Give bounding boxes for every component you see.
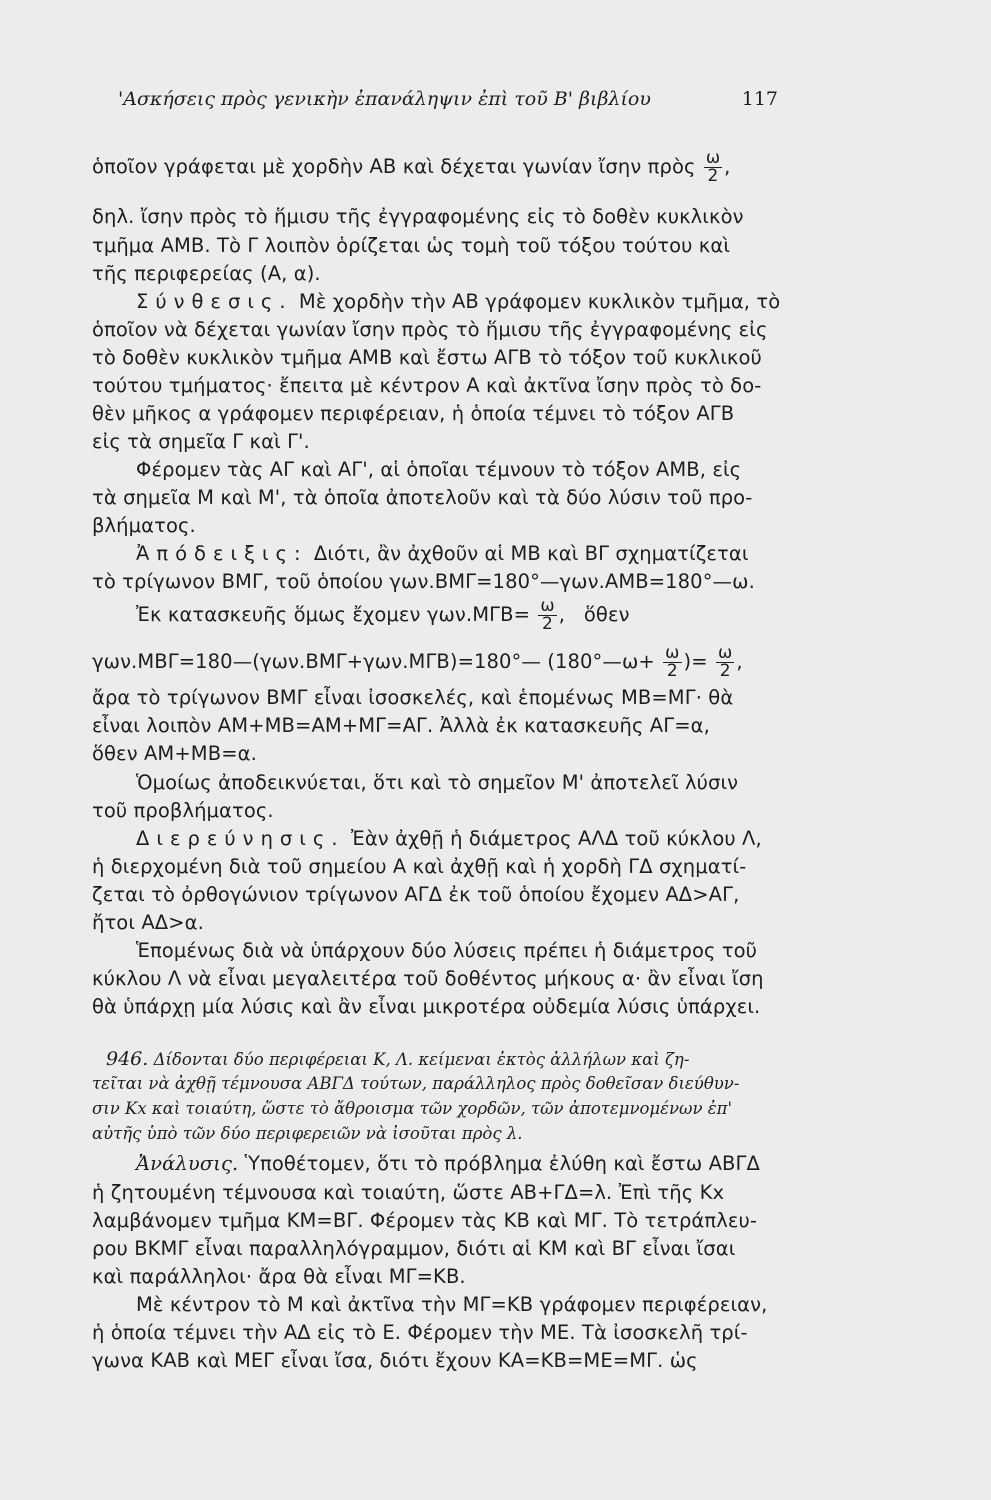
denominator: 2 (719, 661, 731, 681)
text-segment: Ἐὰν ἀχθῇ ἡ διάμετρος ΑΛΔ τοῦ κύκλου Λ, (350, 827, 762, 850)
text-segment: )= (683, 650, 708, 673)
text-segment: Μὲ χορδὴν τὴν ΑΒ γράφομεν κυκλικὸν τμῆμα, τὸ (298, 290, 781, 313)
numerator: ω (665, 643, 680, 663)
text-line: βλήματος. (92, 514, 196, 537)
text-line (136, 1152, 856, 1176)
numerator: ω (705, 148, 721, 168)
running-header (118, 88, 778, 110)
fraction-omega-over-2 (704, 150, 722, 185)
text-line: θὰ ὑπάρχῃ μία λύσις καὶ ἂν εἶναι μικροτέρα οὐδεμία λύσις ὑπάρχει. (92, 995, 761, 1018)
text-line: Ἐκ κατασκευῆς ὅμως ἔχομεν γων.ΜΓΒ= $\frac{\omega}{2}$ , ὅθεν (136, 596, 630, 634)
text-segment: Ὑποθέτομεν, ὅτι τὸ πρόβλημα ἐλύθη καὶ ἔστω ΑΒΓΔ (244, 1152, 760, 1175)
problem-line (92, 1048, 812, 1071)
text-line: ἡ ζητουμένη τέμνουσα καὶ τοιαύτη, ὥστε ΑΒ+ΓΔ=λ. Ἐπὶ τῆς Κx (92, 1181, 725, 1204)
denominator: 2 (707, 166, 719, 186)
numerator: ω (540, 596, 555, 616)
text-line: ἡ ὁποία τέμνει τὴν ΑΔ εἰς τὸ Ε. Φέρομεν τὴν ΜΕ. Τὰ ἰσοσκελῆ τρί- (92, 1321, 748, 1344)
denominator: 2 (542, 614, 553, 634)
section-heading-discussion: Διερεύνησις. (136, 827, 345, 850)
text-line: ὅθεν ΑΜ+ΜΒ=α. (92, 742, 257, 765)
section-heading-analysis: Ἀνάλυσις. (136, 1152, 239, 1175)
text-line: τοῦ προβλήματος. (92, 799, 274, 822)
text-line: Μὲ κέντρον τὸ Μ καὶ ἀκτῖνα τὴν ΜΓ=ΚΒ γράφομεν περιφέρειαν, (136, 1293, 768, 1316)
text-line (136, 827, 856, 851)
text-line: ἤτοι ΑΔ>α. (92, 911, 204, 934)
fraction-omega-over-2 (538, 598, 556, 633)
text-line: τμῆμα ΑΜΒ. Τὸ Γ λοιπὸν ὁρίζεται ὡς τομὴ τοῦ τόξου τούτου καὶ (92, 234, 731, 257)
text-segment: Ἐκ κατασκευῆς ὅμως ἔχομεν γων.ΜΓΒ= (136, 603, 531, 626)
text-line: καὶ παράλληλοι· ἄρα θὰ εἶναι ΜΓ=ΚΒ. (92, 1265, 466, 1288)
text-line: Ἑπομένως διὰ νὰ ὑπάρχουν δύο λύσεις πρέπει ἡ διάμετρος τοῦ (136, 939, 758, 962)
text-line: ἡ διερχομένη διὰ τοῦ σημείου Α καὶ ἀχθῇ καὶ ἡ χορδὴ ΓΔ σχηματί- (92, 855, 747, 878)
text-segment: γων.ΜΒΓ=180—(γων.ΒΜΓ+γων.ΜΓΒ)=180°— (180°—ω+ (92, 650, 655, 673)
text-line: ἄρα τὸ τρίγωνον ΒΜΓ εἶναι ἰσοσκελές, καὶ ἑπομένως ΜΒ=ΜΓ· θὰ (92, 686, 734, 709)
text-line: ζεται τὸ ὀρθογώνιον τρίγωνον ΑΓΔ ἐκ τοῦ ὁποίου ἔχομεν ΑΔ>ΑΓ, (92, 883, 740, 906)
section-heading-proof: Ἀπόδειξις: (136, 542, 308, 565)
text-line: ὁποῖον νὰ δέχεται γωνίαν ἴσην πρὸς τὸ ἥμισυ τῆς ἐγγραφομένης εἰς (92, 318, 768, 341)
text-line: τὰ σημεῖα Μ καὶ Μ', τὰ ὁποῖα ἀποτελοῦν καὶ τὰ δύο λύσιν τοῦ προ- (92, 486, 753, 509)
text-line: τῆς περιφερείας (Α, α). (92, 262, 321, 285)
page-number: 117 (741, 88, 778, 110)
text-segment: Δίδονται δύο περιφέρειαι Κ, Λ. κείμεναι ἐκτὸς ἀλλήλων καὶ ζη- (153, 1050, 690, 1069)
text-line (136, 290, 856, 314)
text-line (136, 542, 856, 566)
text-line: γωνα ΚΑΒ καὶ ΜΕΓ εἶναι ἴσα, διότι ἔχουν ΚΑ=ΚΒ=ΜΕ=ΜΓ. ὡς (92, 1349, 698, 1372)
denominator: 2 (666, 661, 678, 681)
text-line: τὸ δοθὲν κυκλικὸν τμῆμα ΑΜΒ καὶ ἔστω ΑΓΒ τὸ τόξον τοῦ κυκλικοῦ (92, 346, 762, 369)
fraction-omega-over-2 (716, 645, 734, 680)
text-segment: ὅθεν (583, 603, 630, 626)
text-line: εἰς τὰ σημεῖα Γ καὶ Γ'. (92, 430, 310, 453)
fraction-omega-over-2 (663, 645, 681, 680)
problem-line: αὐτῆς ὑπὸ τῶν δύο περιφερειῶν νὰ ἰσοῦται πρὸς λ. (92, 1124, 523, 1143)
text-line: Ὁμοίως ἀποδεικνύεται, ὅτι καὶ τὸ σημεῖον Μ' ἀποτελεῖ λύσιν (136, 771, 739, 794)
text-segment: Διότι, ἂν ἀχθοῦν αἱ ΜΒ καὶ ΒΓ σχηματίζεται (313, 542, 749, 565)
header-title: 'Ασκήσεις πρὸς γενικὴν ἐπανάληψιν ἐπὶ τοῦ Β' βιβλίου (118, 88, 651, 110)
text-line: λαμβάνομεν τμῆμα ΚΜ=ΒΓ. Φέρομεν τὰς ΚΒ καὶ ΜΓ. Τὸ τετράπλευ- (92, 1209, 758, 1232)
text-line: θὲν μῆκος α γράφομεν περιφέρειαν, ἡ ὁποία τέμνει τὸ τόξον ΑΓΒ (92, 402, 735, 425)
text-segment: ὁποῖον γράφεται μὲ χορδὴν ΑΒ καὶ δέχεται γωνίαν ἴσην πρὸς (92, 155, 696, 178)
text-line: δηλ. ἴσην πρὸς τὸ ἥμισυ τῆς ἐγγραφομένης εἰς τὸ δοθὲν κυκλικὸν (92, 205, 744, 228)
text-line: ὁποῖον γράφεται μὲ χορδὴν ΑΒ καὶ δέχεται γωνίαν ἴσην πρὸς $\frac{\omega}{2}$ , (92, 148, 731, 186)
text-line: εἶναι λοιπὸν ΑΜ+ΜΒ=ΑΜ+ΜΓ=ΑΓ. Ἀλλὰ ἐκ κατασκευῆς ΑΓ=α, (92, 714, 710, 737)
text-line: κύκλου Λ νὰ εἶναι μεγαλειτέρα τοῦ δοθέντος μήκους α· ἂν εἶναι ἴση (92, 967, 764, 990)
problem-number: 946. (106, 1048, 149, 1070)
problem-line: τεῖται νὰ ἀχθῇ τέμνουσα ΑΒΓΔ τούτων, παράλληλος πρὸς δοθεῖσαν διεύθυν- (92, 1074, 740, 1093)
numerator: ω (717, 643, 733, 663)
problem-line: σιν Κx καὶ τοιαύτη, ὥστε τὸ ἄθροισμα τῶν χορδῶν, τῶν ἀποτεμνομένων ἐπ' (92, 1099, 732, 1118)
section-heading-synthesis: Σύνθεσις. (136, 290, 293, 313)
text-line: Φέρομεν τὰς ΑΓ καὶ ΑΓ', αἱ ὁποῖαι τέμνουν τὸ τόξον ΑΜΒ, εἰς (136, 458, 742, 481)
text-line: γων.ΜΒΓ=180—(γων.ΒΜΓ+γων.ΜΓΒ)=180°— (180°—ω+ $\frac{\omega}{2}$ )= $\frac{\omega}{2}$ , (92, 643, 743, 681)
text-line: τούτου τμήματος· ἔπειτα μὲ κέντρον Α καὶ ἀκτῖνα ἴσην πρὸς τὸ δο- (92, 374, 762, 397)
text-line: ρου ΒΚΜΓ εἶναι παραλληλόγραμμον, διότι αἱ ΚΜ καὶ ΒΓ εἶναι ἴσαι (92, 1237, 736, 1260)
text-line: τὸ τρίγωνον ΒΜΓ, τοῦ ὁποίου γων.ΒΜΓ=180°—γων.ΑΜΒ=180°—ω. (92, 570, 755, 593)
